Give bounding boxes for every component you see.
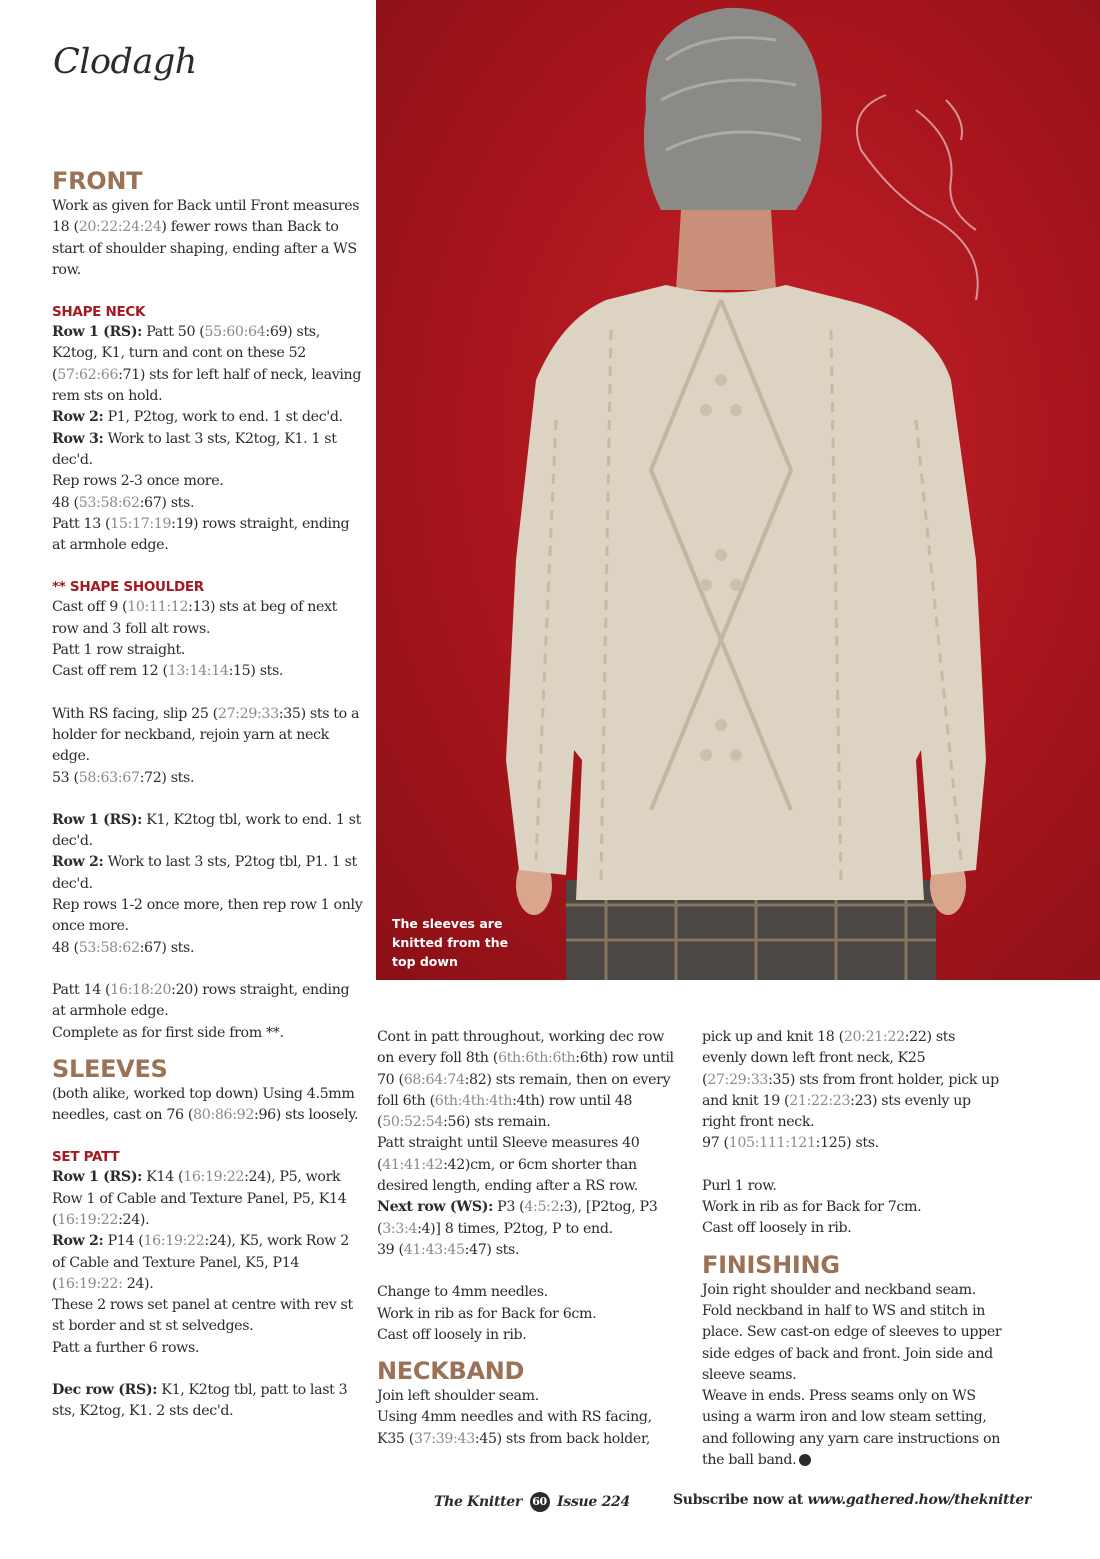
patt-13: Patt 13 (15:17:19:19) rows straight, ending at armhole edge.	[52, 515, 350, 554]
these-2-rows: These 2 rows set panel at centre with rev st st border and st st selvedges.	[52, 1297, 353, 1335]
sleeves-intro: (both alike, worked top down) Using 4.5mm needles, cast on 76 (80:86:92:96) sts loosely.	[52, 1085, 359, 1124]
pick-up: pick up and knit 18 (20:21:22:22) sts evenly down left front neck, K25 (27:29:33:35) sts from front holder, pick up and knit 19 (21:22:23:23) sts evenly up right front neck.	[702, 1029, 999, 1131]
right-neck-repeat: Rep rows 1-2 once more, then rep row 1 only once more.	[52, 897, 363, 935]
cast-off-12: Cast off rem 12 (13:14:14:15) sts.	[52, 663, 284, 680]
finishing-1: Join right shoulder and neckband seam. Fold neckband in half to WS and stitch in place. Sew cast-on edge of sleeves to upper side edges of back and front. Join side and sleeve seams.	[702, 1281, 1002, 1383]
heading-neckband: NECKBAND	[377, 1357, 525, 1386]
front-intro: Work as given for Back until Front measures 18 (20:22:24:24) fewer rows than Back to start of shoulder shaping, ending after a WS row.	[52, 198, 360, 278]
footer-issue	[434, 1492, 630, 1512]
shape-neck-row-3: Row 3: Work to last 3 sts, K2tog, K1. 1 st dec'd.	[52, 430, 337, 468]
heading-set-patt: SET PATT	[52, 1149, 120, 1166]
shape-neck-repeat: Rep rows 2-3 once more.	[52, 473, 224, 490]
patt-1-row: Patt 1 row straight.	[52, 642, 185, 659]
neckband-2: Using 4mm needles and with RS facing, K35 (37:39:43:45) sts from back holder,	[377, 1409, 652, 1447]
page-title: Clodagh	[53, 42, 197, 82]
magazine-name: The Knitter	[434, 1494, 522, 1510]
stitch-count: 48 (53:58:62:67) sts.	[52, 939, 195, 956]
patt-14: Patt 14 (16:18:20:20) rows straight, ending at armhole edge.	[52, 981, 350, 1020]
subscribe-url[interactable]: www.gathered.how/theknitter	[807, 1492, 1032, 1508]
purl-row: Purl 1 row.	[702, 1177, 777, 1194]
heading-shape-neck: SHAPE NECK	[52, 304, 146, 321]
heading-finishing: FINISHING	[702, 1250, 840, 1279]
heading-front: FRONT	[52, 167, 143, 195]
photo-caption: The sleeves are knitted from the top down	[392, 916, 509, 969]
column-2	[377, 1027, 677, 1450]
patt-further: Patt a further 6 rows.	[52, 1339, 200, 1356]
stitch-count: 97 (105:111:121:125) sts.	[702, 1135, 879, 1152]
slip-25: With RS facing, slip 25 (27:29:33:35) sts to a holder for neckband, rejoin yarn at neck edge.	[52, 705, 360, 765]
cont-in-patt: Cont in patt throughout, working dec row on every foll 8th (6th:6th:6th:6th) row until 70 (68:64:74:82) sts remain, then on every foll 6th (6th:4th:4th:4th) row until 48 (50:52:54:56) sts remain.	[377, 1029, 674, 1131]
change-needles: Change to 4mm needles.	[377, 1284, 548, 1301]
shape-neck-row-1: Row 1 (RS): Patt 50 (55:60:64:69) sts, K2tog, K1, turn and cont on these 52 (57:62:66:71) sts for left half of neck, leaving rem sts on hold.	[52, 324, 362, 405]
dec-row: Dec row (RS): K1, K2tog tbl, patt to last 3 sts, K2tog, K1. 2 sts dec'd.	[52, 1382, 348, 1420]
footer-subscribe	[673, 1492, 1031, 1508]
neckband-1: Join left shoulder seam.	[377, 1388, 539, 1405]
right-neck-row-2: Row 2: Work to last 3 sts, P2tog tbl, P1. 1 st dec'd.	[52, 854, 357, 892]
work-rib: Work in rib as for Back for 6cm.	[377, 1305, 597, 1322]
watermark-graphic	[857, 95, 978, 300]
column-1	[52, 166, 364, 1423]
heading-sleeves: SLEEVES	[52, 1054, 168, 1083]
sweater-photo	[376, 0, 1100, 980]
model-illustration	[376, 0, 1100, 980]
cast-off-rib: Cast off loosely in rib.	[377, 1326, 527, 1343]
heading-shape-shoulder: ** SHAPE SHOULDER	[52, 579, 204, 596]
end-mark-icon	[799, 1454, 811, 1466]
issue-number: Issue 224	[557, 1494, 630, 1510]
page-number: 60	[530, 1492, 550, 1512]
shape-neck-row-2: Row 2: P1, P2tog, work to end. 1 st dec'd.	[52, 409, 343, 426]
set-patt-row-2: Row 2: P14 (16:19:22:24), K5, work Row 2 of Cable and Texture Panel, K5, P14 (16:19:22: 24).	[52, 1233, 349, 1292]
column-3	[702, 1027, 1002, 1471]
complete-as-first: Complete as for first side from **.	[52, 1024, 284, 1041]
stitch-count: 48 (53:58:62:67) sts.	[52, 494, 195, 511]
subscribe-text: Subscribe now at	[673, 1492, 803, 1508]
cast-off-9: Cast off 9 (10:11:12:13) sts at beg of next row and 3 foll alt rows.	[52, 599, 338, 637]
next-row: Next row (WS): P3 (4:5:2:3), [P2tog, P3 (3:3:4:4)] 8 times, P2tog, P to end.	[377, 1199, 658, 1237]
work-rib-7: Work in rib as for Back for 7cm.	[702, 1199, 922, 1216]
finishing-2: Weave in ends. Press seams only on WS using a warm iron and low steam setting, and following any yarn care instructions on the ball band.	[702, 1388, 1000, 1469]
patt-straight: Patt straight until Sleeve measures 40 (41:41:42:42)cm, or 6cm shorter than desired length, ending after a RS row.	[377, 1135, 640, 1195]
right-neck-row-1: Row 1 (RS): K1, K2tog tbl, work to end. 1 st dec'd.	[52, 811, 361, 850]
cast-off-rib: Cast off loosely in rib.	[702, 1220, 852, 1237]
set-patt-row-1: Row 1 (RS): K14 (16:19:22:24), P5, work Row 1 of Cable and Texture Panel, P5, K14 (16:19:22:24).	[52, 1169, 347, 1228]
stitch-count: 53 (58:63:67:72) sts.	[52, 769, 195, 786]
stitch-count: 39 (41:43:45:47) sts.	[377, 1241, 520, 1258]
